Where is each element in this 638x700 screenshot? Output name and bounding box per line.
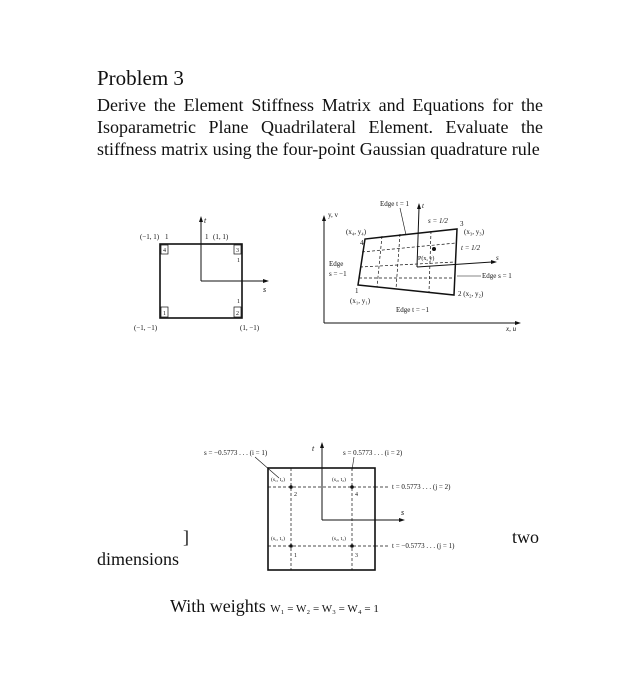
gauss-pt-tl: (s₁, t₂) (271, 477, 285, 483)
gauss-pt-tr: (s₂, t₂) (332, 477, 346, 483)
edge-right-label: Edge s = 1 (482, 272, 512, 280)
gauss-node-4: 4 (355, 492, 358, 498)
y-axis-arrow (322, 215, 326, 221)
gauss-node-2: 2 (294, 492, 297, 498)
quad-outline (358, 229, 457, 295)
axis-y-label: y, v (328, 211, 339, 219)
edge-left-label-b: s = −1 (329, 270, 347, 278)
gauss-t1-label: t = −0.5773 . . . (j = 1) (392, 542, 455, 550)
parent-square-figure (120, 210, 290, 340)
node3-coord: (x₃, y₃) (464, 228, 485, 236)
gauss-s-arrow (399, 518, 405, 522)
gauss-point-bl (289, 544, 293, 548)
gauss-axis-t: t (312, 444, 315, 453)
local-t-arrow (417, 203, 421, 209)
mesh-line-t2 (360, 262, 455, 267)
node-3-label: 3 (460, 220, 464, 228)
node-2-label: 2 (236, 311, 239, 317)
local-s-label: s (496, 254, 499, 262)
tick-top-label: 1 (237, 258, 240, 264)
gauss-t-arrow (320, 442, 324, 448)
corner-bl-label: (−1, −1) (134, 324, 158, 332)
s-line-label: s = 1/2 (428, 217, 448, 225)
mesh-line-s1 (377, 236, 382, 287)
problem-title: Problem 3 (97, 66, 184, 90)
node1-coord: (x₁, y₁) (350, 297, 371, 305)
gauss-s1-label: s = −0.5773 . . . (i = 1) (204, 449, 268, 457)
axis-x-label: x, u (506, 325, 517, 333)
gauss-node-3: 3 (355, 553, 358, 559)
mesh-line-t1 (362, 243, 456, 252)
s-axis-arrow (263, 279, 269, 283)
gauss-point-tl (289, 485, 293, 489)
t-line-label: t = 1/2 (461, 244, 481, 252)
node-4-label: 4 (360, 239, 364, 247)
weights-line (170, 596, 379, 617)
gauss-s2-label: s = 0.5773 . . . (i = 2) (343, 449, 403, 457)
local-s-axis (417, 262, 492, 267)
corner-tr-label: (1, 1) (213, 233, 229, 241)
corner-br-label: (1, −1) (240, 324, 260, 332)
problem-prompt: Derive the Element Stiffness Matrix and Equations for the Isoparametric Plane Quadrilateral Element. Evaluate the stiffness matrix using the four-point Gaussian quadrature rule (97, 95, 543, 159)
two-text: two (512, 527, 539, 547)
gauss-points-figure (195, 440, 495, 575)
dimensions-text: dimensions (97, 549, 180, 569)
node-4-label: 4 (163, 248, 166, 254)
node2-coord: 2 (x₂, y₂) (458, 290, 484, 298)
gauss-point-tr (350, 485, 354, 489)
mesh-line-s2 (396, 234, 400, 289)
edge-left-label-a: Edge (329, 260, 344, 268)
corner-tl-one: 1 (165, 233, 169, 241)
point-p-dot (432, 247, 436, 251)
weights-equation: W₁ = W₂ = W₃ = W₄ = 1 (270, 603, 379, 615)
gauss-point-br (350, 544, 354, 548)
axis-s-label: s (263, 285, 267, 294)
edge-top-label: Edge t = 1 (380, 200, 410, 208)
gauss-pt-br: (s₂, t₁) (332, 536, 346, 542)
tick-bottom-label: 1 (237, 299, 240, 305)
closing-bracket: ] (183, 527, 189, 547)
gauss-node-1: 1 (294, 553, 297, 559)
corner-tl-label: (−1, 1) (140, 233, 160, 241)
corner-tr-one: 1 (205, 233, 209, 241)
t-axis-arrow (199, 216, 203, 222)
weights-lead: With weights (170, 596, 266, 616)
mapped-quadrilateral-figure (316, 190, 540, 340)
node-1-label: 1 (355, 287, 359, 295)
gauss-pt-bl: (s₁, t₁) (271, 536, 285, 542)
edge-bottom-label: Edge t = −1 (396, 306, 429, 314)
edge-top-pointer (400, 208, 406, 235)
node4-coord: (x₄, y₄) (346, 228, 367, 236)
node-1-label: 1 (163, 311, 166, 317)
axis-t-label: t (204, 216, 207, 225)
point-p-label: P(x, y) (418, 256, 435, 262)
node-3-label: 3 (236, 248, 239, 254)
gauss-axis-s: s (401, 508, 405, 517)
gauss-t2-label: t = 0.5773 . . . (j = 2) (392, 483, 451, 491)
local-t-label: t (422, 202, 424, 210)
